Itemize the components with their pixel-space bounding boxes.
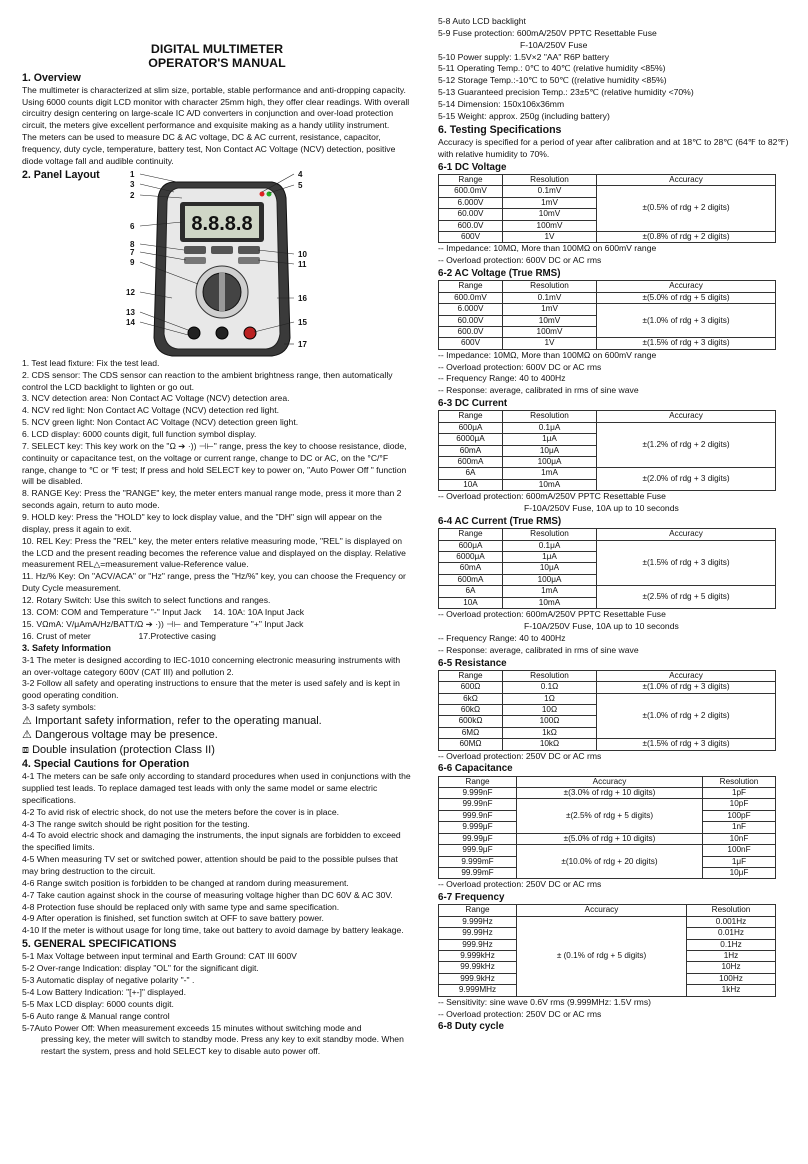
general-5-7-b: pressing key, the meter will switch to standby mode. Press any key to exit standby mode. When restart the system, press and hold SELECT key to disable auto power off. <box>41 1034 404 1057</box>
cell: ±(10.0% of rdg + 20 digits) <box>517 845 703 879</box>
cell: 600kΩ <box>439 716 503 727</box>
col-resolution: Resolution <box>503 281 597 292</box>
caution-4-3: 4-3 The range switch should be right position for the testing. <box>22 818 250 829</box>
cell: 999.9nF <box>439 810 517 821</box>
cell: 1Ω <box>503 693 597 704</box>
cell: 100Ω <box>503 716 597 727</box>
dc-current-table <box>438 410 776 491</box>
cell: 0.1mV <box>503 292 597 303</box>
cell: 1μA <box>503 552 597 563</box>
cell: 10A <box>439 479 503 490</box>
cell: 1mV <box>503 197 597 208</box>
table-row <box>439 788 776 799</box>
dca-note-1: -- Overload protection: 600mA/250V PPTC Resettable Fuse <box>438 491 666 502</box>
cell: ±(5.0% of rdg + 5 digits) <box>597 292 776 303</box>
multimeter-diagram <box>22 168 412 358</box>
cell: 600.0V <box>439 326 503 337</box>
cell: 100Hz <box>687 973 776 984</box>
callout-8: 8 <box>130 239 135 249</box>
cell: 10kΩ <box>503 739 597 750</box>
table-header-row <box>439 174 776 185</box>
cell: ±(2.0% of rdg + 3 digits) <box>597 468 776 491</box>
callout-4: 4 <box>298 169 303 179</box>
cell: 600.0V <box>439 220 503 231</box>
doc-title-line2: OPERATOR'S MANUAL <box>148 56 286 71</box>
cell: 6MΩ <box>439 727 503 738</box>
cell: ±(1.0% of rdg + 3 digits) <box>597 682 776 693</box>
cell: 100pF <box>703 810 776 821</box>
cell: 9.999mF <box>439 856 517 867</box>
cell: ±(2.5% of rdg + 5 digits) <box>517 799 703 833</box>
safety-3-1: 3-1 The meter is designed according to IEC-1010 concerning electronic measuring instruments with an over-voltage category 600V (CAT III) and pollution 2. <box>22 654 401 677</box>
col-resolution: Resolution <box>503 411 597 422</box>
panel-item-12: 12. Rotary Switch: Use this switch to select functions and ranges. <box>22 594 271 605</box>
col-range: Range <box>439 411 503 422</box>
acv-note-2: -- Overload protection: 600V DC or AC rms <box>438 361 602 372</box>
ac-current-table <box>438 528 776 609</box>
double-insulation-icon: ⧈ <box>22 743 29 756</box>
safety-symbol-row-2 <box>22 728 412 742</box>
cell: 99.99kHz <box>439 962 517 973</box>
callout-10: 10 <box>298 249 307 259</box>
cell: 10Ω <box>503 704 597 715</box>
col-resolution: Resolution <box>503 174 597 185</box>
table-row <box>439 231 776 242</box>
callout-6: 6 <box>130 221 135 231</box>
res-note-1: -- Overload protection: 250V DC or AC rms <box>438 750 602 761</box>
cell: 1mV <box>503 304 597 315</box>
panel-item-7: 7. SELECT key: This key work on the "Ω ➔ ·)) ⊣⊢" range, press the key to choose resistance, diode, continuity or capacitance test, on the voltage or current range, change to DC or AC, on the °C/°F range, change to ℃ or ℉ test; If press and hold SELECT key to power on, "Auto Power Off " function will be disabled. <box>22 440 407 487</box>
cell: 10mA <box>503 597 597 608</box>
general-5-2: 5-2 Over-range Indication: display "OL" for the significant digit. <box>22 963 259 974</box>
cell: 100nF <box>703 845 776 856</box>
table-row <box>439 739 776 750</box>
col-resolution: Resolution <box>503 529 597 540</box>
cell: ±(1.5% of rdg + 3 digits) <box>597 338 776 349</box>
range-key <box>211 246 233 254</box>
cell: 0.01Hz <box>687 928 776 939</box>
cell: 1V <box>503 231 597 242</box>
cell: 600.0mV <box>439 186 503 197</box>
dc-voltage-table <box>438 174 776 243</box>
cell: 99.99nF <box>439 799 517 810</box>
table-row <box>439 916 776 927</box>
hz-key <box>238 257 260 264</box>
table-row <box>439 338 776 349</box>
dcv-note-2: -- Overload protection: 600V DC or AC rms <box>438 255 602 266</box>
cell: ±(1.2% of rdg + 2 digits) <box>597 422 776 468</box>
com-jack <box>188 327 200 339</box>
table-header-row <box>439 281 776 292</box>
cell: ±(0.5% of rdg + 2 digits) <box>597 186 776 232</box>
ac-current-heading: 6-4 AC Current (True RMS) <box>438 515 562 527</box>
col-range: Range <box>439 905 517 916</box>
warning-triangle-icon: ⚠ <box>22 714 32 727</box>
rotary-switch-pointer <box>219 272 225 312</box>
cell: 1kHz <box>687 985 776 996</box>
table-row <box>439 693 776 704</box>
table-header-row <box>439 529 776 540</box>
cell: 9.999μF <box>439 822 517 833</box>
cell: 1kΩ <box>503 727 597 738</box>
safety-heading: 3. Safety Information <box>22 643 112 654</box>
cell: 99.99Hz <box>439 928 517 939</box>
cell: 60mA <box>439 445 503 456</box>
callout-13: 13 <box>126 307 135 317</box>
caution-4-4: 4-4 To avoid electric shock and damaging the instruments, the input signals are forbidden to exceed the specified limits. <box>22 830 401 853</box>
acv-note-4: -- Response: average, calibrated in rms of sine wave <box>438 385 639 396</box>
cell: 100mV <box>503 220 597 231</box>
caution-4-5: 4-5 When measuring TV set or switched power, attention should be paid to the possible pulses that may bring destruction to the circuit. <box>22 854 398 876</box>
high-voltage-icon: ⚠ <box>22 729 32 742</box>
resistance-table <box>438 670 776 751</box>
panel-layout-heading: 2. Panel Layout <box>22 168 100 181</box>
panel-item-16-17: 16. Crust of meter 17.Protective casing <box>22 630 216 641</box>
cell: ±(0.8% of rdg + 2 digits) <box>597 231 776 242</box>
panel-item-11: 11. Hz/% Key: On "ACV/ACA" or "Hz" range, press the "Hz/%" key, you can choose the Frequency or Duty Cycle measurement. <box>22 571 406 594</box>
table-header-row <box>439 670 776 681</box>
col-accuracy: Accuracy <box>597 670 776 681</box>
frequency-heading: 6-7 Frequency <box>438 892 505 904</box>
col-accuracy: Accuracy <box>597 529 776 540</box>
left-column <box>22 42 412 1058</box>
caution-4-6: 4-6 Range switch position is forbidden to be changed at random during measurement. <box>22 877 349 888</box>
freq-note-2: -- Overload protection: 250V DC or AC rms <box>438 1008 602 1019</box>
cell: 6000μA <box>439 552 503 563</box>
cell: 0.001Hz <box>687 916 776 927</box>
cell: 9.999kHz <box>439 951 517 962</box>
safety-symbol-row-3 <box>22 743 412 757</box>
cell: ± (0.1% of rdg + 5 digits) <box>517 916 687 996</box>
cell: 600μA <box>439 422 503 433</box>
testing-specs-heading: 6. Testing Specifications <box>438 123 562 136</box>
general-5-5: 5-5 Max LCD display: 6000 counts digit. <box>22 998 174 1009</box>
cell: 1mA <box>503 468 597 479</box>
col-range: Range <box>439 529 503 540</box>
panel-item-3: 3. NCV detection area: Non Contact AC Voltage (NCV) detection area. <box>22 393 290 404</box>
cap-note-1: -- Overload protection: 250V DC or AC rms <box>438 879 602 890</box>
cell: ±(2.5% of rdg + 5 digits) <box>597 586 776 609</box>
cell: 0.1mV <box>503 186 597 197</box>
col-range: Range <box>439 281 503 292</box>
cell: 60.00V <box>439 315 503 326</box>
cell: 10Hz <box>687 962 776 973</box>
table-row <box>439 799 776 810</box>
cell: 10mA <box>503 479 597 490</box>
right-column <box>438 16 790 1034</box>
overview-heading: 1. Overview <box>22 71 81 84</box>
cell: 100μA <box>503 457 597 468</box>
cell: 1nF <box>703 822 776 833</box>
safety-3-2: 3-2 Follow all safety and operating instructions to ensure that the meter is used safely and is kept in good operating condition. <box>22 678 400 701</box>
aca-note-3: -- Frequency Range: 40 to 400Hz <box>438 632 566 643</box>
panel-item-9: 9. HOLD key: Press the "HOLD" key to lock display value, and the "DH" sign will appear on the display, press it again to exit. <box>22 511 382 534</box>
panel-item-10: 10. REL Key: Press the "REL" key, the meter enters relative measuring mode, "REL" is displayed on the LCD and the present reading becomes the reference value and displayed on the display. Relative measurement REL△=measurement value-Reference value. <box>22 535 406 570</box>
table-row <box>439 845 776 856</box>
cell: 10pF <box>703 799 776 810</box>
vohm-ma-jack <box>244 327 256 339</box>
aca-note-1: -- Overload protection: 600mA/250V PPTC Resettable Fuse <box>438 609 666 620</box>
resistance-heading: 6-5 Resistance <box>438 657 507 669</box>
cell: 60kΩ <box>439 704 503 715</box>
cell: 6.000V <box>439 197 503 208</box>
cell: 1pF <box>703 788 776 799</box>
callout-9: 9 <box>130 257 135 267</box>
rel-key <box>238 246 260 254</box>
safety-symbol-2-text: Dangerous voltage may be presence. <box>34 729 218 742</box>
table-header-row <box>439 411 776 422</box>
lcd-digits: 8.8.8.8 <box>191 212 253 235</box>
cell: 999.9μF <box>439 845 517 856</box>
cell: 60mA <box>439 563 503 574</box>
acv-note-3: -- Frequency Range: 40 to 400Hz <box>438 373 566 384</box>
callout-11: 11 <box>298 259 307 269</box>
cell: 600V <box>439 231 503 242</box>
cell: 1μF <box>703 856 776 867</box>
panel-item-1: 1. Test lead fixture: Fix the test lead. <box>22 357 160 368</box>
callout-15: 15 <box>298 317 307 327</box>
table-row <box>439 833 776 844</box>
panel-item-13-14: 13. COM: COM and Temperature "-" Input Jack 14. 10A: 10A Input Jack <box>22 606 305 617</box>
10a-jack <box>216 327 228 339</box>
acv-note-1: -- Impedance: 10MΩ, More than 100MΩ on 600mV range <box>438 349 657 360</box>
cell: 1Hz <box>687 951 776 962</box>
panel-item-5: 5. NCV green light: Non Contact AC Voltage (NCV) detection green light. <box>22 417 299 428</box>
panel-items-list <box>22 358 412 643</box>
table-row <box>439 292 776 303</box>
cell: 1V <box>503 338 597 349</box>
ncv-red-light <box>260 191 265 196</box>
table-row <box>439 540 776 551</box>
general-5-3: 5-3 Automatic display of negative polarity "-" . <box>22 975 195 986</box>
ac-voltage-heading: 6-2 AC Voltage (True RMS) <box>438 268 561 280</box>
cell: 999.9kHz <box>439 973 517 984</box>
general-5-6: 5-6 Auto range & Manual range control <box>22 1010 170 1021</box>
cell: 6kΩ <box>439 693 503 704</box>
general-5-9: 5-9 Fuse protection: 600mA/250V PPTC Resettable Fuse <box>438 27 657 38</box>
cell: 600μA <box>439 540 503 551</box>
cell: 0.1μA <box>503 540 597 551</box>
cell: 10μF <box>703 867 776 878</box>
cell: ±(3.0% of rdg + 10 digits) <box>517 788 703 799</box>
table-row <box>439 186 776 197</box>
col-accuracy: Accuracy <box>597 174 776 185</box>
cell: 10μA <box>503 563 597 574</box>
aca-note-2: F-10A/250V Fuse, 10A up to 10 seconds <box>524 620 679 631</box>
hold-key <box>184 257 206 264</box>
cell: 10mV <box>503 315 597 326</box>
caution-4-1: 4-1 The meters can be safe only according to standard procedures when used in conjunctions with the supplied test leads. To replace damaged test leads with only the same model or same electric specifications. <box>22 771 411 805</box>
cell: 6.000V <box>439 304 503 315</box>
table-row <box>439 422 776 433</box>
cell: 600mA <box>439 457 503 468</box>
general-5-14: 5-14 Dimension: 150x106x36mm <box>438 99 565 110</box>
table-row <box>439 586 776 597</box>
frequency-table <box>438 904 776 996</box>
cell: 0.1μA <box>503 422 597 433</box>
callout-7: 7 <box>130 247 135 257</box>
cell: 10mV <box>503 209 597 220</box>
cell: 600V <box>439 338 503 349</box>
cell: 6A <box>439 468 503 479</box>
cell: 10nF <box>703 833 776 844</box>
col-range: Range <box>439 174 503 185</box>
general-5-9-fuse: F-10A/250V Fuse <box>520 39 588 50</box>
cell: 99.99μF <box>439 833 517 844</box>
panel-item-8: 8. RANGE Key: Press the "RANGE" key, the meter enters manual range mode, press it more than 2 seconds again, return to auto mode. <box>22 488 402 511</box>
dcv-note-1: -- Impedance: 10MΩ, More than 100MΩ on 600mV range <box>438 243 657 254</box>
cell: 9.999nF <box>439 788 517 799</box>
panel-item-6: 6. LCD display: 6000 counts digit, full function symbol display. <box>22 428 257 439</box>
callout-16: 16 <box>298 293 307 303</box>
cell: 1μA <box>503 434 597 445</box>
table-header-row <box>439 776 776 787</box>
caution-4-7: 4-7 Take caution against shock in the course of measuring voltage higher than DC 60V & AC 30V. <box>22 889 393 900</box>
col-range: Range <box>439 670 503 681</box>
cell: 60MΩ <box>439 739 503 750</box>
cell: 9.999MHz <box>439 985 517 996</box>
cell: 999.9Hz <box>439 939 517 950</box>
general-5-11: 5-11 Operating Temp.: 0℃ to 40℃ (relative humidity <85%) <box>438 63 666 74</box>
callout-14: 14 <box>126 317 135 327</box>
cautions-heading: 4. Special Cautions for Operation <box>22 757 190 770</box>
cell: 100μA <box>503 574 597 585</box>
panel-layout-section <box>22 168 412 358</box>
callout-3: 3 <box>130 179 135 189</box>
capacitance-heading: 6-6 Capacitance <box>438 763 513 775</box>
cell: 600Ω <box>439 682 503 693</box>
cell: 9.999Hz <box>439 916 517 927</box>
col-resolution: Resolution <box>703 776 776 787</box>
col-accuracy: Accuracy <box>517 905 687 916</box>
ac-voltage-table <box>438 280 776 349</box>
cell: 99.99mF <box>439 867 517 878</box>
caution-4-2: 4-2 To avid risk of electric shock, do not use the meters before the cover is in place. <box>22 806 340 817</box>
col-range: Range <box>439 776 517 787</box>
aca-note-4: -- Response: average, calibrated in rms of sine wave <box>438 644 639 655</box>
general-specs-heading: 5. GENERAL SPECIFICATIONS <box>22 938 177 951</box>
callout-12: 12 <box>126 287 135 297</box>
dc-current-heading: 6-3 DC Current <box>438 398 508 410</box>
freq-note-1: -- Sensitivity: sine wave 0.6V rms (9.999MHz: 1.5V rms) <box>438 996 651 1007</box>
panel-item-4: 4. NCV red light: Non Contact AC Voltage (NCV) detection red light. <box>22 405 279 416</box>
dc-voltage-heading: 6-1 DC Voltage <box>438 161 507 173</box>
safety-symbol-1-text: Important safety information, refer to the operating manual. <box>34 714 322 727</box>
cell: 0.1Hz <box>687 939 776 950</box>
callout-2: 2 <box>130 190 135 200</box>
cell: 6A <box>439 586 503 597</box>
cell: 6000μA <box>439 434 503 445</box>
general-5-4: 5-4 Low Battery Indication: "[+-]" displayed. <box>22 986 186 997</box>
safety-symbol-row-1 <box>22 714 412 728</box>
capacitance-table <box>438 776 776 880</box>
general-5-15: 5-15 Weight: approx. 250g (including battery) <box>438 110 610 121</box>
cell: 0.1Ω <box>503 682 597 693</box>
cell: ±(1.0% of rdg + 2 digits) <box>597 693 776 739</box>
caution-4-9: 4-9 After operation is finished, set function switch at OFF to save battery power. <box>22 913 324 924</box>
cell: 1mA <box>503 586 597 597</box>
table-header-row <box>439 905 776 916</box>
cell: ±(1.0% of rdg + 3 digits) <box>597 304 776 338</box>
callout-1: 1 <box>130 169 135 179</box>
safety-symbol-3-text: Double insulation (protection Class II) <box>32 743 215 756</box>
cell: 600.0mV <box>439 292 503 303</box>
general-5-7-a: 5-7Auto Power Off: When measurement exceeds 15 minutes without switching mode and <box>22 1022 362 1033</box>
cell: 600mA <box>439 574 503 585</box>
table-row <box>439 468 776 479</box>
cell: 60.00V <box>439 209 503 220</box>
callout-17: 17 <box>298 339 307 349</box>
col-resolution: Resolution <box>503 670 597 681</box>
table-row <box>439 682 776 693</box>
general-5-13: 5-13 Guaranteed precision Temp.: 23±5℃ (relative humidity <70%) <box>438 87 694 98</box>
cell: ±(1.5% of rdg + 3 digits) <box>597 540 776 586</box>
cell: 10μA <box>503 445 597 456</box>
overview-paragraph-1: The multimeter is characterized at slim size, portable, stable performance and anti-dropping capacity. Using 6000 counts digit LCD monitor with character 25mm high, they offer clear readings. With overall circuitry design centering on large-scale IC A/D converters in conjunction and over-load protection circuit, the meters give excellent performance and exquisite making as a handy utility instrument. <box>22 84 410 131</box>
callout-5: 5 <box>298 180 303 190</box>
general-5-1: 5-1 Max Voltage between input terminal and Earth Ground: CAT III 600V <box>22 951 297 962</box>
panel-item-2: 2. CDS sensor: The CDS sensor can reaction to the ambient brightness range, then automatically control the LCD backlight to lighten or go out. <box>22 369 393 392</box>
general-5-8: 5-8 Auto LCD backlight <box>438 16 526 26</box>
doc-title-line1: DIGITAL MULTIMETER <box>150 42 284 56</box>
caution-4-10: 4-10 If the meter is without usage for long time, take out battery to avoid damage by battery leakage. <box>22 925 404 936</box>
col-resolution: Resolution <box>687 905 776 916</box>
cell: 10A <box>439 597 503 608</box>
overview-paragraph-2: The meters can be used to measure DC & AC voltage, DC & AC current, resistance, capacitor, frequency, duty cycle, temperature, battery test, Non Contact AC Voltage (NCV) detection, positive diode voltage fall and audible continuity. <box>22 132 396 166</box>
col-accuracy: Accuracy <box>597 411 776 422</box>
duty-cycle-heading: 6-8 Duty cycle <box>438 1021 504 1033</box>
dca-note-2: F-10A/250V Fuse, 10A up to 10 seconds <box>524 503 679 514</box>
general-5-12: 5-12 Storage Temp.:-10℃ to 50℃ ((relative humidity <85%) <box>438 75 667 86</box>
table-row <box>439 304 776 315</box>
safety-3-3: 3-3 safety symbols: <box>22 702 97 713</box>
cell: ±(5.0% of rdg + 10 digits) <box>517 833 703 844</box>
caution-4-8: 4-8 Protection fuse should be replaced only with same type and same specification. <box>22 901 340 912</box>
cell: 100mV <box>503 326 597 337</box>
col-accuracy: Accuracy <box>517 776 703 787</box>
testing-intro: Accuracy is specified for a period of year after calibration and at 18℃ to 28℃ (64℉ to 82℉) with relative humidity to 70%. <box>438 136 789 159</box>
col-accuracy: Accuracy <box>597 281 776 292</box>
cell: ±(1.5% of rdg + 3 digits) <box>597 739 776 750</box>
panel-item-15: 15. VΩmA: V/μAmA/Hz/BATT/Ω ➔ ·)) ⊣⊢ and Temperature "+" Input Jack <box>22 618 304 629</box>
select-key <box>184 246 206 254</box>
general-5-10: 5-10 Power supply: 1.5V×2 "AA" R6P battery <box>438 51 609 62</box>
